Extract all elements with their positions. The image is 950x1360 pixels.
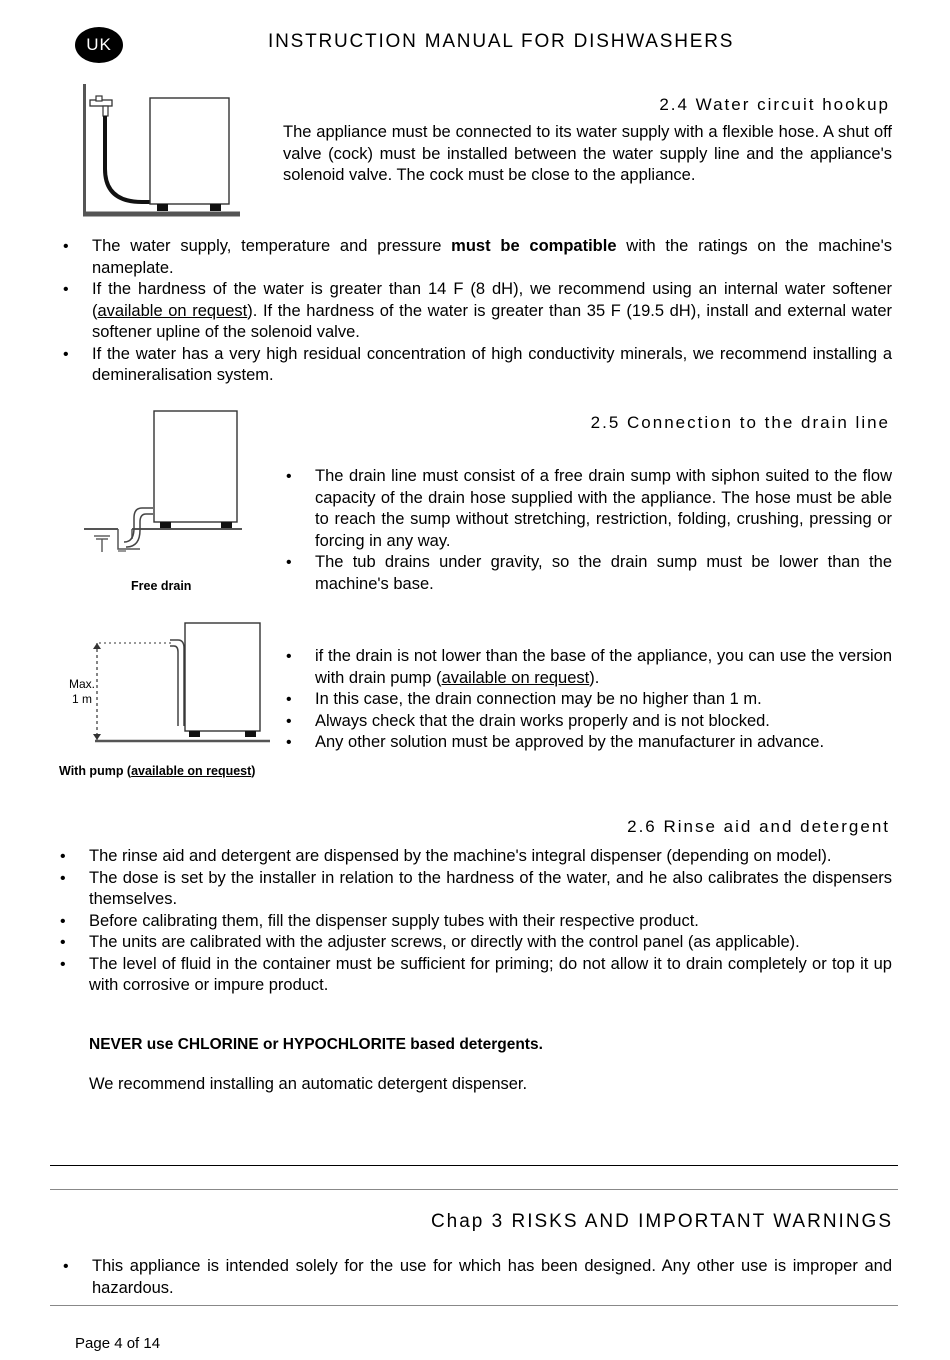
section-2-6-title: 2.6 Rinse aid and detergent [627,817,890,836]
list-item: • The water supply, temperature and pressure must be compatible with the ratings on the machine's nameplate. [63,236,892,279]
list-item: • If the hardness of the water is greater than 14 F (8 dH), we recommend using an internal water softener (available on request). If the hardness of the water is greater than 35 F (19.5 dH), install and external water softener upline of the solenoid valve. [63,279,892,344]
drain-pump-list [286,646,892,754]
pump-caption: With pump (available on request) [59,764,256,778]
section-2-4-intro: The appliance must be connected to its water supply with a flexible hose. A shut off valve (cock) must be installed between the water supply line and the appliance's solenoid valve. The cock must be close to the appliance. [283,123,892,184]
dispenser-recommendation: We recommend installing an automatic detergent dispenser. [89,1075,528,1093]
section-2-4-title: 2.4 Water circuit hookup [659,95,890,114]
dishwasher-outline [150,98,229,204]
tap-icon [90,96,112,116]
supply-hose [105,116,150,202]
max-height-label: Max. [69,677,96,691]
divider [50,1189,898,1190]
risks-list [63,1256,892,1299]
chlorine-warning: NEVER use CHLORINE or HYPOCHLORITE based detergents. [89,1036,543,1053]
document-title: INSTRUCTION MANUAL FOR DISHWASHERS [268,31,735,52]
appliance-foot [160,522,171,528]
available-on-request-text: available on request [131,764,252,778]
water-hookup-figure [80,84,250,220]
appliance-foot [189,731,200,737]
list-item: • The rinse aid and detergent are dispensed by the machine's integral dispenser (depending on model). [60,846,892,868]
uk-badge: UK [75,27,123,63]
section-2-5-title: 2.5 Connection to the drain line [590,413,890,432]
list-item: • The drain line must consist of a free drain sump with siphon suited to the flow capacity of the drain hose supplied with the appliance. The hose must be able to reach the sump without stretching, restriction, folding, crushing, pressing or forcing in any way. [286,466,892,552]
list-item: • Before calibrating them, fill the dispenser supply tubes with their respective product. [60,911,892,933]
chapter-3-title: Chap 3 RISKS AND IMPORTANT WARNINGS [430,1211,893,1232]
appliance-foot [210,204,221,211]
list-item: • If the water has a very high residual concentration of high conductivity minerals, we recommend installing a demineralisation system. [63,344,892,387]
emphasis-text: must be compatible [451,237,617,255]
available-on-request-text: available on request [441,668,590,687]
appliance-foot [221,522,232,528]
drain-hose [170,640,184,726]
list-item: • This appliance is intended solely for the use for which has been designed. Any other use is improper and hazardous. [63,1256,892,1299]
drain-sump [118,529,140,549]
water-requirements-list [63,236,892,387]
divider [50,1165,898,1166]
free-drain-list [286,466,892,595]
list-item: • In this case, the drain connection may be no higher than 1 m. [286,689,892,711]
dishwasher-outline [154,411,237,522]
list-item: • The units are calibrated with the adjuster screws, or directly with the control panel (as applicable). [60,932,892,954]
free-drain-caption: Free drain [131,579,192,593]
list-item: • The dose is set by the installer in relation to the hardness of the water, and he also calibrates the dispensers themselves. [60,868,892,911]
page-number: Page 4 of 14 [75,1335,161,1352]
dishwasher-outline [185,623,260,731]
appliance-foot [245,731,256,737]
wall [83,84,86,214]
list-item: • The tub drains under gravity, so the drain sump must be lower than the machine's base. [286,552,892,595]
list-item: • Any other solution must be approved by the manufacturer in advance. [286,732,892,754]
free-drain-figure [80,408,250,570]
list-item: • The level of fluid in the container must be sufficient for priming; do not allow it to drain completely or top it up with corrosive or impure product. [60,954,892,997]
appliance-foot [157,204,168,211]
rinse-aid-list [60,846,892,997]
max-height-value: 1 m [72,692,93,706]
arrow-up-icon [93,643,101,649]
list-item: • if the drain is not lower than the base of the appliance, you can use the version with drain pump (available on request). [286,646,892,689]
list-item: • Always check that the drain works properly and is not blocked. [286,711,892,733]
divider [50,1305,898,1306]
available-on-request-text: available on request [97,301,248,320]
arrow-down-icon [93,734,101,740]
